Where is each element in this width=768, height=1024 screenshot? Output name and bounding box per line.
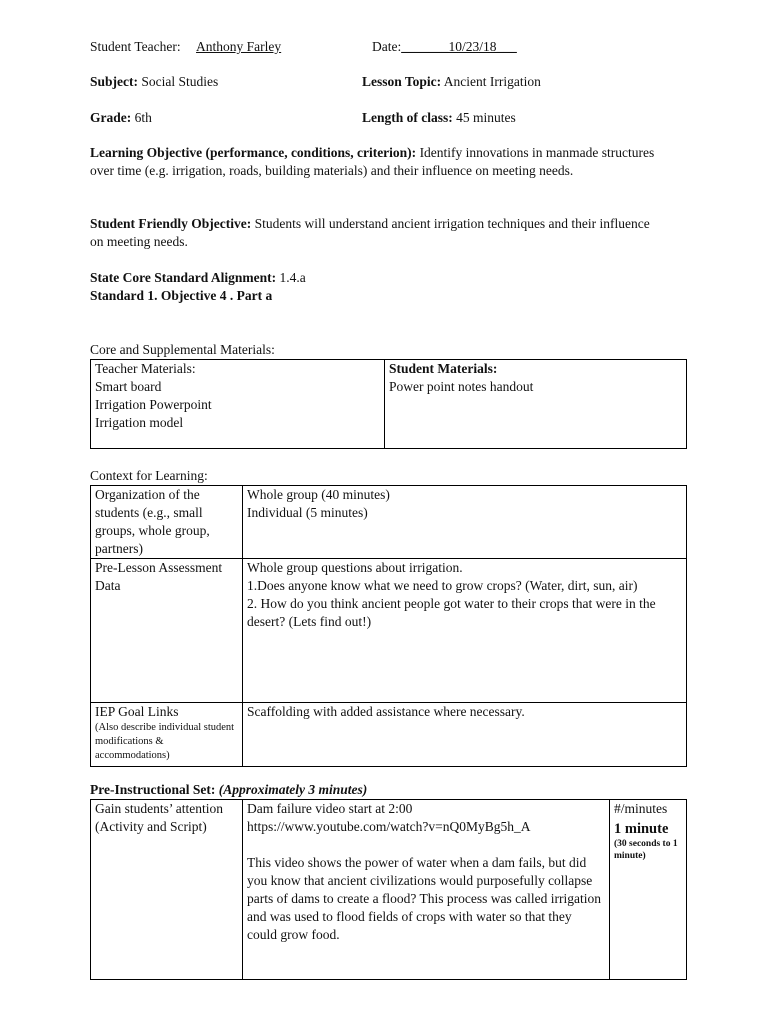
subject-value: Social Studies bbox=[138, 74, 219, 89]
teacher-material-item: Irrigation model bbox=[95, 415, 184, 430]
length-line bbox=[362, 109, 516, 127]
date-label: Date: bbox=[372, 39, 402, 54]
length-value: 45 minutes bbox=[452, 110, 516, 125]
iep-value-cell: Scaffolding with added assistance where necessary. bbox=[243, 703, 687, 767]
pre-lesson-line: Whole group questions about irrigation. bbox=[247, 560, 463, 575]
standard-line bbox=[90, 287, 272, 305]
length-label: Length of class: bbox=[362, 110, 453, 125]
pre-instructional-label: Pre-Instructional Set: bbox=[90, 782, 216, 797]
grade-value: 6th bbox=[131, 110, 152, 125]
pre-instructional-table bbox=[90, 799, 687, 980]
organization-value-cell bbox=[243, 486, 687, 559]
grade-line bbox=[90, 109, 152, 127]
teacher-materials-cell bbox=[91, 360, 385, 449]
topic-value: Ancient Irrigation bbox=[441, 74, 541, 89]
minutes-note: (30 seconds to 1 minute) bbox=[614, 839, 678, 861]
pre-instructional-heading bbox=[90, 781, 367, 799]
standard-line-text: Standard 1. Objective 4 . Part a bbox=[90, 288, 273, 303]
date-line bbox=[372, 38, 517, 56]
iep-label-cell bbox=[91, 703, 243, 767]
date-value: _______10/23/18___ bbox=[401, 39, 517, 54]
subject-label: Subject: bbox=[90, 74, 138, 89]
student-materials-cell bbox=[385, 360, 687, 449]
iep-sub-label: (Also describe individual student modifications & accommodations) bbox=[95, 722, 235, 761]
attention-script-cell bbox=[243, 800, 610, 980]
teacher-material-item: Smart board bbox=[95, 379, 162, 394]
video-line: Dam failure video start at 2:00 bbox=[247, 801, 413, 816]
subject-line bbox=[90, 73, 218, 91]
learning-objective-label: Learning Objective (performance, conditions, criterion): bbox=[90, 145, 417, 160]
iep-label: IEP Goal Links bbox=[95, 704, 179, 719]
organization-value: Whole group (40 minutes) bbox=[247, 487, 390, 502]
teacher-label: Student Teacher: bbox=[90, 39, 181, 54]
attention-script: This video shows the power of water when a dam fails, but did you know that ancient civilizations would purposefully collapse parts of dams to create a flood? This process was called irrigation and was used to flood fields of crops with water so that they could grow food. bbox=[247, 855, 602, 942]
topic-label: Lesson Topic: bbox=[362, 74, 442, 89]
context-heading: Context for Learning: bbox=[90, 468, 208, 483]
organization-label-cell: Organization of the students (e.g., small groups, whole group, partners) bbox=[91, 486, 243, 559]
learning-objective-text: Identify innovations in manmade structures over time (e.g. irrigation, roads, building materials) and their influence on meeting needs. bbox=[90, 145, 655, 178]
video-url: https://www.youtube.com/watch?v=nQ0MyBg5h_A bbox=[247, 819, 531, 834]
grade-label: Grade: bbox=[90, 110, 132, 125]
pre-lesson-value-cell bbox=[243, 559, 687, 703]
pre-lesson-line: 2. How do you think ancient people got water to their crops that were in the desert? (Lets find out!) bbox=[247, 596, 656, 629]
learning-objective bbox=[90, 144, 665, 180]
student-material-item: Power point notes handout bbox=[389, 379, 534, 394]
pre-instructional-duration: (Approximately 3 minutes) bbox=[215, 782, 368, 797]
pre-lesson-line: 1.Does anyone know what we need to grow crops? (Water, dirt, sun, air) bbox=[247, 578, 638, 593]
attention-label-cell: Gain students’ attention (Activity and Script) bbox=[91, 800, 243, 980]
materials-table bbox=[90, 359, 687, 449]
organization-value: Individual (5 minutes) bbox=[247, 505, 368, 520]
standard-value: 1.4.a bbox=[276, 270, 306, 285]
minutes-value: 1 minute bbox=[614, 821, 669, 837]
friendly-objective-label: Student Friendly Objective: bbox=[90, 216, 252, 231]
standard-label: State Core Standard Alignment: bbox=[90, 270, 277, 285]
student-materials-label: Student Materials: bbox=[389, 361, 498, 376]
minutes-label: #/minutes bbox=[614, 801, 668, 816]
teacher-material-item: Irrigation Powerpoint bbox=[95, 397, 212, 412]
teacher-line bbox=[90, 38, 281, 56]
minutes-cell bbox=[610, 800, 687, 980]
pre-lesson-label-cell: Pre-Lesson Assessment Data bbox=[91, 559, 243, 703]
teacher-materials-label: Teacher Materials: bbox=[95, 361, 196, 376]
materials-heading: Core and Supplemental Materials: bbox=[90, 342, 275, 357]
context-table bbox=[90, 485, 687, 767]
teacher-name: Anthony Farley bbox=[196, 39, 282, 54]
standard-alignment bbox=[90, 269, 306, 287]
friendly-objective-text: Students will understand ancient irrigation techniques and their influence on meeting needs. bbox=[90, 216, 650, 249]
student-friendly-objective bbox=[90, 215, 665, 251]
topic-line bbox=[362, 73, 541, 91]
